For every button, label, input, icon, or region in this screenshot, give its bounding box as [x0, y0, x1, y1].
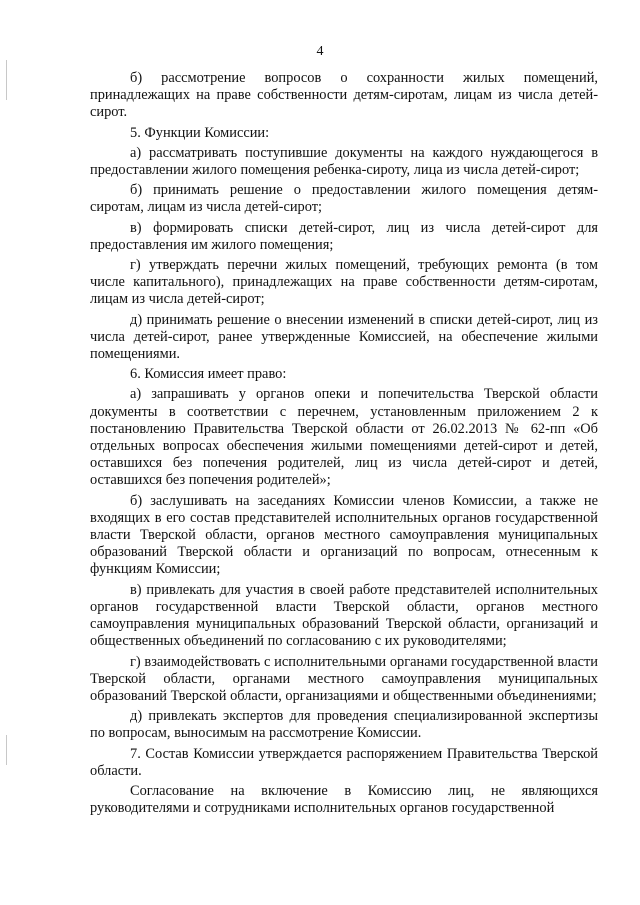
paragraph: б) рассмотрение вопросов о сохранности жилых помещений, принадлежащих на праве собственности детям-сиротам, лицам из числа детей-сирот.	[90, 70, 598, 121]
scan-edge-mark	[6, 60, 7, 100]
paragraph: в) формировать списки детей-сирот, лиц из числа детей-сирот для предоставления им жилого помещения;	[90, 219, 598, 253]
paragraph: д) привлекать экспертов для проведения специализированной экспертизы по вопросам, выносимым на рассмотрение Комиссии.	[90, 708, 598, 742]
scan-edge-mark	[6, 735, 7, 765]
section-heading: 6. Комиссия имеет право:	[130, 366, 287, 383]
paragraph: г) взаимодействовать с исполнительными органами государственной власти Тверской области, органами местного самоуправления муниципальных образований Тверской области, организациями и общественными объединениями;	[90, 653, 598, 704]
paragraph: а) запрашивать у органов опеки и попечительства Тверской области документы в соответствии с перечнем, установленным приложением 2 к постановлению Правительства Тверской области от 26.02.2013 № 62-пп «Об отдельных вопросах обеспечения жилыми помещениями детей-сирот и детей, оставшихся без попечения родителей, лиц из числа детей-сирот и детей, оставшихся без попечения родителей»;	[90, 386, 598, 489]
paragraph: Согласование на включение в Комиссию лиц, не являющихся руководителями и сотрудниками исполнительных органов государственной	[90, 782, 598, 817]
document-body	[90, 70, 598, 820]
paragraph: в) привлекать для участия в своей работе представителей исполнительных органов государственной власти Тверской области, органов местного самоуправления муниципальных образований Тверской области, организаций и общественных объединений по согласованию с их руководителями;	[90, 581, 598, 650]
paragraph: 7. Состав Комиссии утверждается распоряжением Правительства Тверской области.	[90, 745, 598, 779]
paragraph: г) утверждать перечни жилых помещений, требующих ремонта (в том числе капитального), принадлежащих на праве собственности детям-сиротам, лицам из числа детей-сирот;	[90, 257, 598, 308]
page-number: 4	[316, 44, 324, 59]
paragraph: а) рассматривать поступившие документы на каждого нуждающегося в предоставлении жилого помещения ребенка-сироту, лица из числа детей-сирот;	[90, 144, 598, 179]
section-heading: 5. Функции Комиссии:	[130, 124, 270, 141]
paragraph: д) принимать решение о внесении изменений в списки детей-сирот, лиц из числа детей-сирот, ранее утвержденные Комиссией, на обеспечение жилыми помещениями.	[90, 311, 598, 363]
paragraph: б) принимать решение о предоставлении жилого помещения детям-сиротам, лицам из числа детей-сирот;	[90, 182, 598, 216]
paragraph: б) заслушивать на заседаниях Комиссии членов Комиссии, а также не входящих в его состав представителей исполнительных органов государственной власти Тверской области, органов местного самоуправления муниципальных образований Тверской области и организаций по вопросам, отнесенным к функциям Комиссии;	[90, 492, 598, 578]
